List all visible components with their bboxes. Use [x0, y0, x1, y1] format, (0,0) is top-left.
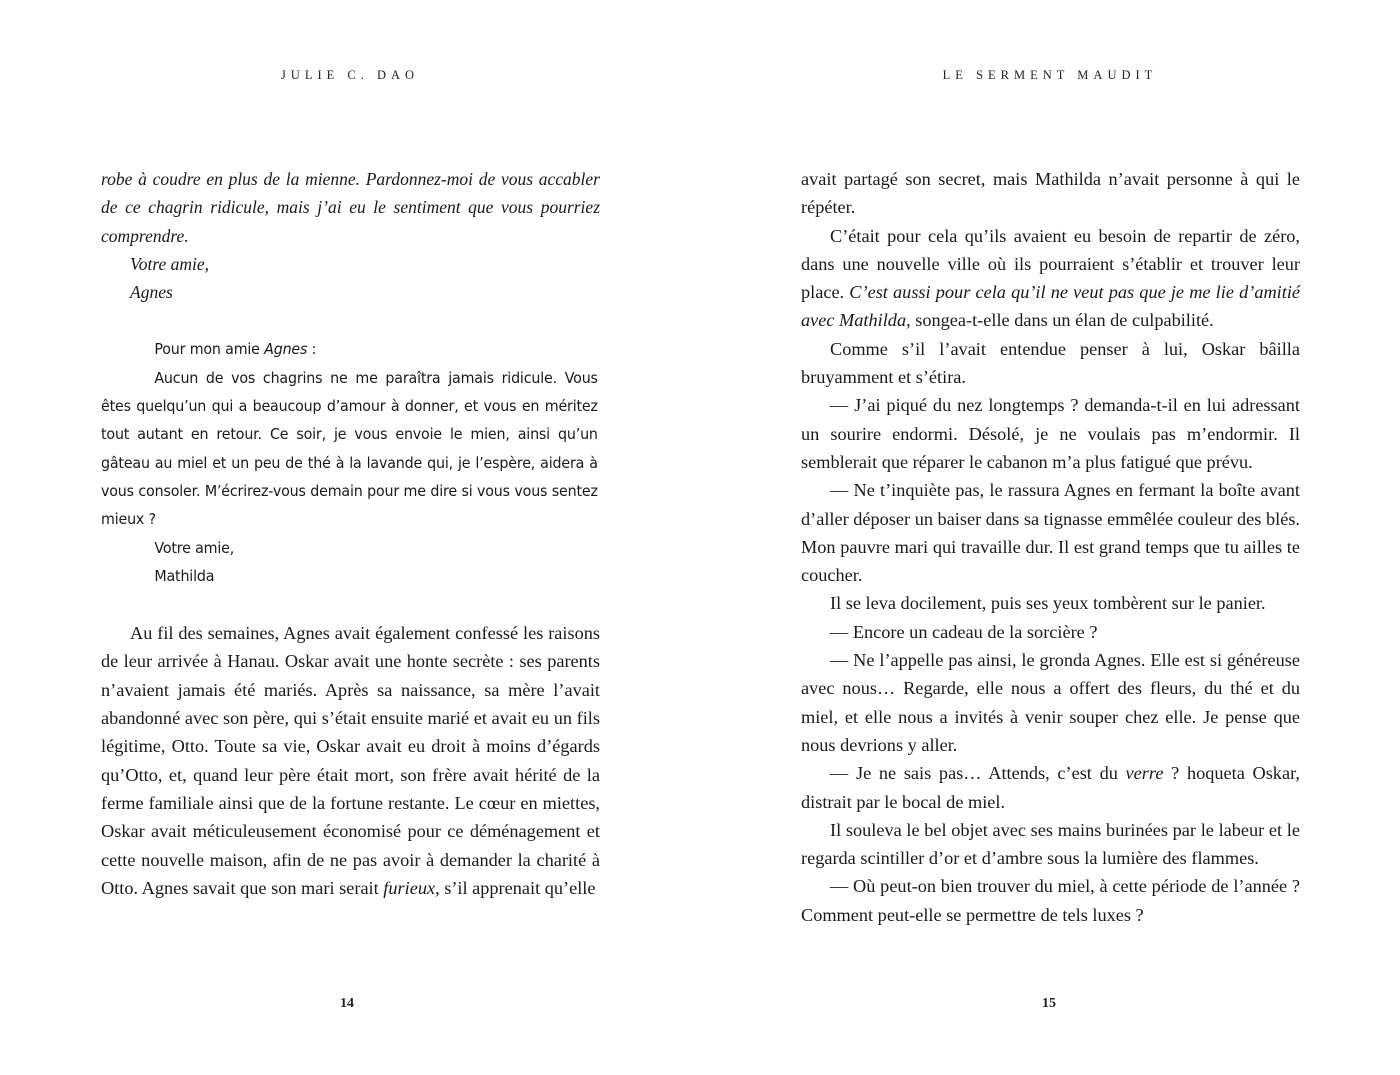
letter-mathilda-body: Aucun de vos chagrins ne me paraîtra jamais ridicule. Vous êtes quelqu’un qui a beaucoup d’amour à donner, et vous en méritez tout autant en retour. Ce soir, je vous envoie le mien, ainsi qu’un gâteau au miel et un peu de thé à la lavande qui, je l’espère, aidera à vous consoler. M’écrirez-vous demain pour me dire si vous vous sentez mieux ?: [101, 368, 598, 529]
page-number-left: 14: [340, 996, 354, 1011]
paragraph-text: Il se leva docilement, puis ses yeux tombèrent sur le panier.: [830, 593, 1266, 614]
paragraph: [801, 759, 1300, 816]
paragraph: [801, 476, 1300, 589]
paragraph-text: C’était pour cela qu’ils avaient eu besoin de repartir de zéro, dans une nouvelle ville où ils pourraient s’établir et trouver leur place.: [801, 225, 1300, 303]
paragraph-text: — J’ai piqué du nez longtemps ? demanda-t-il en lui adressant un sourire endormi. Désolé, je ne voulais pas m’endormir. Il semblerait que réparer le cabanon m’a plus fatigué que prévu.: [801, 395, 1300, 472]
paragraph-text-end: ? hoqueta Oskar, distrait par le bocal de miel.: [801, 763, 1300, 812]
salutation-suffix: :: [307, 340, 317, 359]
paragraph-italic: furieux: [383, 877, 436, 898]
paragraph: [801, 335, 1300, 392]
letter-mathilda-signature: Mathilda: [154, 566, 215, 585]
page-number-right: 15: [1042, 996, 1056, 1011]
paragraph-text: Au fil des semaines, Agnes avait également confessé les raisons de leur arrivée à Hanau. Oskar avait une honte secrète : ses parents n’avaient jamais été mariés. Après sa naissance, sa mère l’avait abandonné avec son père, qui s’était ensuite marié et avait eu un fils légitime, Otto. Toute sa vie, Oskar avait eu droit à moins d’égards qu’Otto, et, quand leur père était mort, son frère avait hérité de la ferme familiale ainsi que de la fortune restante. Le cœur en miettes, Oskar avait méticuleusement économisé pour ce déménagement et cette nouvelle maison, afin de ne pas avoir à demander la charité à Otto. Agnes savait que son mari serait: [101, 623, 600, 898]
paragraph: [801, 618, 1300, 646]
paragraph-text-end: , songea-t-elle dans un élan de culpabilité.: [906, 310, 1214, 331]
paragraph: [801, 589, 1300, 617]
section-gap: [101, 590, 600, 619]
paragraph-text: Comme s’il l’avait entendue penser à lui, Oskar bâilla bruyamment et s’étira.: [801, 338, 1300, 388]
salutation-prefix: Pour mon amie: [154, 340, 265, 359]
running-head-title: LE SERMENT MAUDIT: [942, 68, 1158, 82]
paragraph-text: — Ne l’appelle pas ainsi, le gronda Agnes. Elle est si généreuse avec nous… Regarde, elle nous a offert des fleurs, du thé et du miel, et elle nous a invités à venir souper chez elle. Je pense que nous devrions y aller.: [801, 650, 1300, 755]
paragraph-italic: C’est aussi pour cela qu’il ne veut pas que je me lie d’amitié avec Mathilda: [801, 282, 1301, 331]
paragraph-text: Il souleva le bel objet avec ses mains burinées par le labeur et le regarda scintiller d’or et d’ambre sous la lumière des flammes.: [801, 819, 1300, 869]
paragraph: [801, 391, 1300, 476]
paragraph-text: — Où peut-on bien trouver du miel, à cette période de l’année ? Comment peut-elle se permettre de tels luxes ?: [801, 876, 1300, 925]
left-text-block: [101, 165, 600, 902]
paragraph-italic: verre: [1125, 763, 1164, 784]
right-text-block: [801, 165, 1300, 929]
paragraph: [801, 165, 1300, 222]
paragraph-text: avait partagé son secret, mais Mathilda n’avait personne à qui le répéter.: [801, 169, 1300, 218]
narrative-paragraph: [101, 619, 600, 902]
paragraph: [801, 816, 1300, 873]
paragraph-text: — Je ne sais pas… Attends, c’est du: [830, 763, 1126, 784]
letter-agnes-closing: Votre amie,: [130, 253, 210, 274]
running-head-author: JULIE C. DAO: [280, 68, 420, 82]
paragraph-text: — Encore un cadeau de la sorcière ?: [830, 621, 1098, 642]
letter-agnes-signature: Agnes: [130, 282, 173, 303]
letter-mathilda-salutation: [101, 335, 560, 363]
paragraph: [801, 222, 1300, 335]
letter-agnes-body: robe à coudre en plus de la mienne. Pardonnez-moi de vous accabler de ce chagrin ridicule, mais j’ai eu le sentiment que vous pourriez comprendre.: [101, 169, 600, 246]
salutation-name: Agnes: [264, 340, 308, 359]
right-page: [700, 0, 1400, 1075]
paragraph-text: — Ne t’inquiète pas, le rassura Agnes en fermant la boîte avant d’aller déposer un baiser dans sa tignasse emmêlée couleur des blés. Mon pauvre mari qui travaille dur. Il est grand temps que tu ailles te coucher.: [801, 480, 1301, 586]
paragraph: [801, 872, 1300, 929]
section-gap: [101, 306, 600, 335]
paragraph-text-end: , s’il apprenait qu’elle: [435, 877, 596, 898]
paragraph: [801, 646, 1300, 759]
letter-mathilda-closing: Votre amie,: [154, 538, 235, 557]
